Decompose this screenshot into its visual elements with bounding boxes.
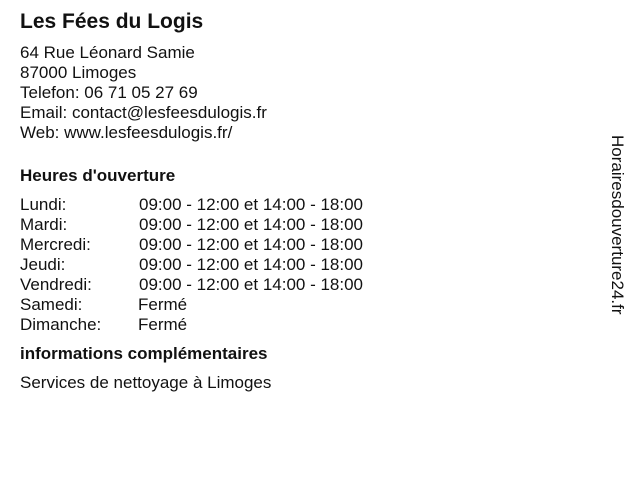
hours-heading: Heures d'ouverture [20,166,176,185]
email-link[interactable]: contact@lesfeesdulogis.fr [71,103,267,122]
hours-row-dimanche [20,315,580,335]
web-label: Web: [20,123,60,142]
web-link[interactable]: www.lesfeesdulogis.fr/ [64,123,233,142]
hours-times: 09:00 - 12:00 et 14:00 - 18:00 [139,255,364,274]
hours-day: Mardi: [20,215,68,234]
info-text: Services de nettoyage à Limoges [20,373,272,392]
hours-times: 09:00 - 12:00 et 14:00 - 18:00 [139,275,364,294]
phone-label: Telefon: [20,83,80,102]
phone-link[interactable]: 06 71 05 27 69 [84,83,198,102]
brand-watermark: Horairesdouverture24.fr [608,135,627,315]
email-row [20,103,580,123]
address-line-2: 87000 Limoges [20,63,137,82]
hours-times: Fermé [138,315,188,334]
hours-row-lundi [20,195,580,215]
phone-row [20,83,580,103]
business-name: Les Fées du Logis [20,10,204,33]
hours-day: Mercredi: [20,235,91,254]
hours-table [20,195,580,335]
hours-times: 09:00 - 12:00 et 14:00 - 18:00 [139,195,364,214]
hours-day: Jeudi: [20,255,66,274]
hours-row-vendredi [20,275,580,295]
hours-day: Vendredi: [20,275,92,294]
hours-times: Fermé [138,295,188,314]
hours-row-samedi [20,295,580,315]
web-row [20,123,580,143]
hours-row-mardi [20,215,580,235]
hours-times: 09:00 - 12:00 et 14:00 - 18:00 [139,235,364,254]
hours-day: Dimanche: [20,315,102,334]
hours-times: 09:00 - 12:00 et 14:00 - 18:00 [139,215,364,234]
business-card [20,10,580,393]
info-heading: informations complémentaires [20,344,268,363]
hours-row-jeudi [20,255,580,275]
address-line-1: 64 Rue Léonard Samie [20,43,195,62]
hours-day: Samedi: [20,295,83,314]
hours-row-mercredi [20,235,580,255]
hours-day: Lundi: [20,195,67,214]
email-label: Email: [20,103,68,122]
